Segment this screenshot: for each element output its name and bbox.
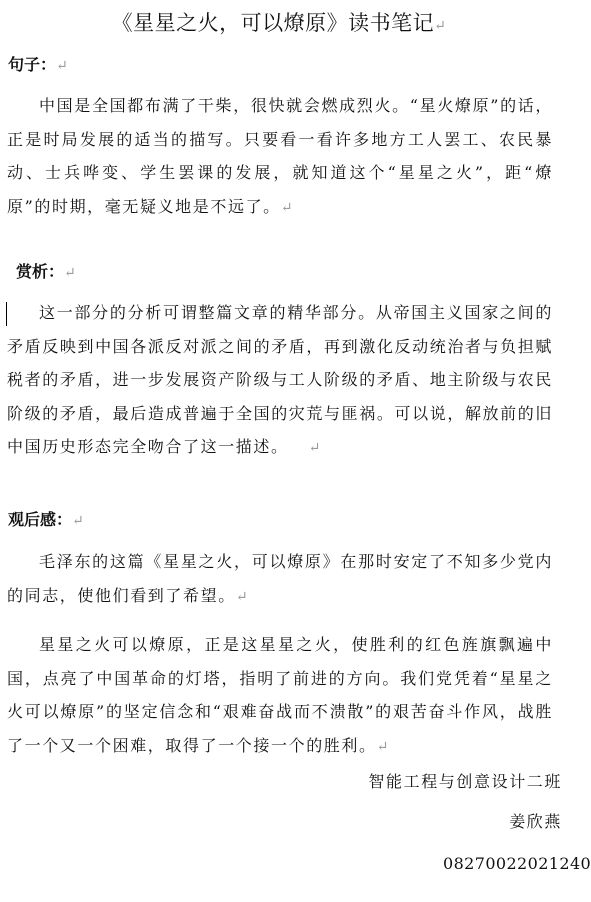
paragraph-reflection-1: 毛泽东的这篇《星星之火，可以燎原》在那时安定了不知多少党内的同志，使他们看到了希望。↵ — [7, 552, 553, 605]
paragraph-reflection-2: 星星之火可以燎原，正是这星星之火，使胜利的红色旌旗飘遍中国，点亮了中国革命的灯塔，指明了前进的方向。我们党凭着“星星之火可以燎原”的坚定信念和“艰难奋战而不溃散”的艰苦奋斗作风，战胜了一个又一个困难，取得了一个接一个的胜利。↵ — [7, 635, 553, 755]
paragraph-mark-icon: ↵ — [308, 440, 323, 456]
paragraph-mark-icon: ↵ — [72, 513, 84, 529]
paragraph-analysis: 这一部分的分析可谓整篇文章的精华部分。从帝国主义国家之间的矛盾反映到中国各派反对派之间的矛盾，再到激化反动统治者与负担赋税者的矛盾，进一步发展资产阶级与工人阶级的矛盾、地主阶级与农民阶级的矛盾，最后造成普遍于全国的灾荒与匪祸。可以说，解放前的旧中国历史形态完全吻合了这一描述。 ↵ — [7, 303, 553, 456]
paragraph-mark-icon: ↵ — [280, 199, 295, 216]
document-title — [0, 8, 558, 41]
title-text: 《星星之火，可以燎原》读书笔记 — [111, 11, 435, 35]
paragraph-mark-icon: ↵ — [64, 265, 76, 281]
paragraph-mark-icon: ↵ — [434, 18, 447, 34]
signature-class: 智能工程与创意设计二班 — [368, 772, 562, 791]
paragraph-mark-icon: ↵ — [376, 738, 390, 755]
section-heading-reflection: 观后感：↵ — [8, 510, 84, 529]
paragraph-mark-icon: ↵ — [235, 588, 250, 605]
section-heading-sentence: 句子：↵ — [8, 55, 68, 74]
paragraph-sentence: 中国是全国都布满了干柴，很快就会燃成烈火。“星火燎原”的话，正是时局发展的适当的描写。只要看一看许多地方工人罢工、农民暴动、士兵哗变、学生罢课的发展，就知道这个“星星之火”，距“燎原”的时期，毫无疑义地是不远了。↵ — [7, 96, 553, 216]
section-heading-analysis: 赏析：↵ — [16, 262, 76, 281]
paragraph-mark-icon: ↵ — [56, 58, 68, 74]
signature-student-id: 08270022021240 — [443, 854, 591, 873]
signature-name: 姜欣燕 — [509, 812, 562, 831]
